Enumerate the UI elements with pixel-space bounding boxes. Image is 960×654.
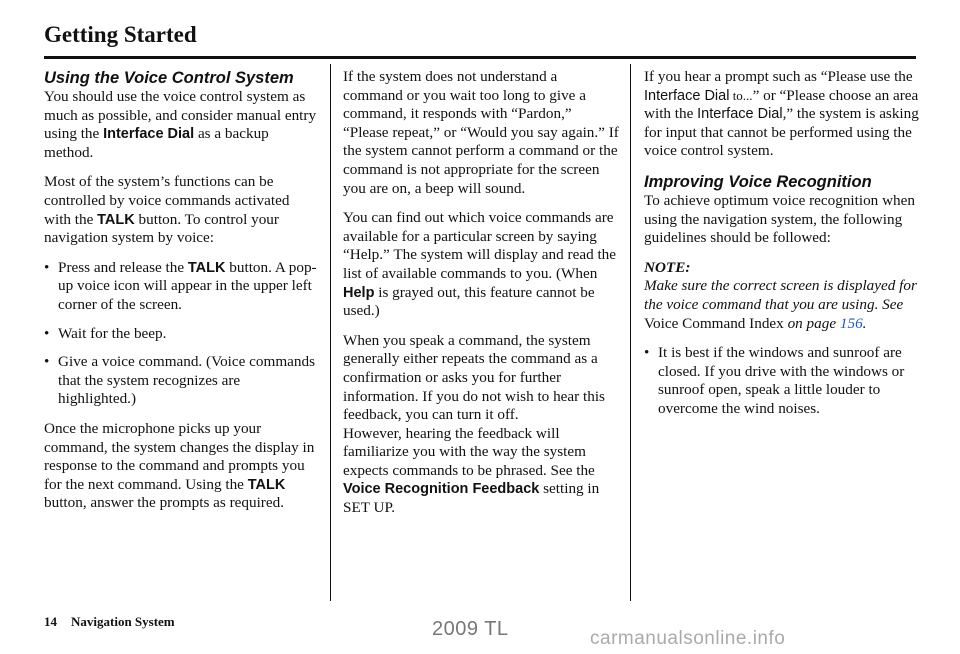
text: If you hear a prompt such as “Please use the [644,68,913,85]
paragraph [44,420,320,513]
section-heading-improving-voice-recognition: Improving Voice Recognition [644,172,872,191]
list-item [644,344,920,418]
text: is grayed out, this feature cannot be used.) [343,283,595,320]
text: However, hearing the feedback will familiarize you with the way the system expects commands to be phrased. See the [343,424,595,479]
bullet-list [44,259,320,409]
book-title: Navigation System [71,614,175,629]
text: Wait for the beep. [58,324,167,342]
text: You can find out which voice commands are available for a particular screen by saying “Help.” The system will display and read the list of available commands to you. (When [343,209,617,282]
text: It is best if the windows and sunroof are closed. If you drive with the windows or sunroof open, speak a little louder to overcome the wind noises. [658,344,905,417]
page-footer [44,614,175,630]
text: Most of the system’s functions can be controlled by voice commands activated with the [44,173,290,228]
ui-term-voice-recognition-feedback: Voice Recognition Feedback [343,481,540,498]
text: Make sure the correct screen is displayed for the voice command that you are using. See [644,277,917,313]
watermark-site: carmanualsonline.info [590,628,786,649]
column-2 [343,68,619,529]
page-link[interactable]: 156 [839,314,863,332]
paragraph [343,332,619,518]
paragraph [343,209,619,321]
text: . [862,314,867,332]
text: to... [729,87,753,103]
text: Press and release the [58,258,188,276]
watermark-model: 2009 TL [432,618,509,640]
ui-term-interface-dial: Interface Dial [697,106,783,123]
column-3 [644,68,920,430]
text: as a backup method. [44,125,269,161]
ui-term-talk: TALK [97,211,135,228]
column-1 [44,68,320,524]
ui-term-interface-dial: Interface Dial [103,126,195,143]
column-divider [630,64,631,601]
paragraph [44,173,320,247]
header-rule [44,56,916,59]
ui-term-talk: TALK [187,259,226,276]
text: on page [783,314,840,332]
ui-term-interface-dial: Interface Dial [644,87,730,104]
note-text [644,277,920,333]
ui-term-help: Help [343,284,375,301]
text: You should use the voice control system as much as possible, and consider manual entry using the [44,88,317,143]
paragraph: If the system does not understand a command or you wait too long to give a command, it responds with “Pardon,” “Please repeat,” or “Would you say again.” If the system cannot perform a command or the command is not appropriate for the screen you are on, a beep will sound. [343,68,619,197]
text: setting in SET UP. [343,480,600,517]
text: button. To control your navigation system by voice: [44,210,279,247]
cross-reference: Voice Command Index [644,314,784,332]
list-item [44,259,320,315]
paragraph [44,88,320,162]
text: button. A pop-up voice icon will appear in the upper left corner of the screen. [58,258,317,313]
note-label: NOTE: [644,258,691,276]
text: Give a voice command. (Voice commands that the system recognizes are highlighted.) [58,353,315,408]
ui-term-talk: TALK [247,476,286,493]
text: Once the microphone picks up your command, the system changes the display in response to the command and prompts you for the next command. Using the [44,419,315,493]
list-item [44,353,320,409]
page-number: 14 [44,614,57,629]
section-heading-voice-control: Using the Voice Control System [44,69,294,87]
bullet-list [644,344,920,418]
text: When you speak a command, the system generally either repeats the command as a confirmation or asks you for further information. If you do not wish to hear this feedback, you can turn it off. [343,331,605,424]
paragraph [644,68,920,161]
text: button, answer the prompts as required. [44,494,284,512]
page-title: Getting Started [44,22,197,47]
column-divider [330,64,331,601]
paragraph: To achieve optimum voice recognition when using the navigation system, the following guidelines should be followed: [644,191,915,247]
text: ,” the system is asking for input that cannot be performed using the voice control system. [644,105,919,160]
text: ” or “Please choose an area with the [644,86,919,123]
list-item [44,325,320,344]
